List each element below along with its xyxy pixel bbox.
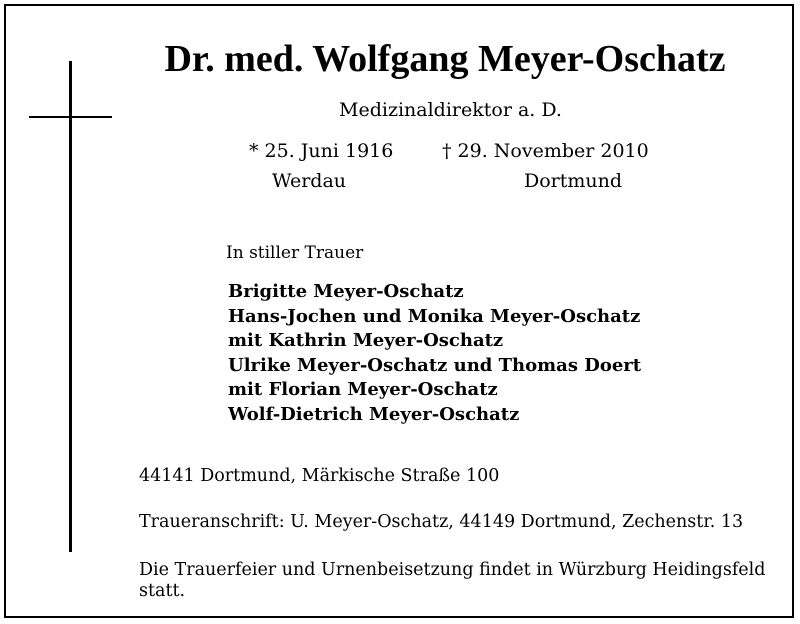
death-place: Dortmund — [524, 170, 623, 192]
cross-vertical-bar — [69, 61, 72, 552]
deceased-title: Medizinaldirektor a. D. — [339, 99, 562, 121]
ceremony-info-line1: Die Trauerfeier und Urnenbeisetzung findet in Würzburg Heidingsfeld — [139, 560, 766, 580]
deceased-name: Dr. med. Wolfgang Meyer-Oschatz — [164, 38, 726, 80]
mourner-name: Hans-Jochen und Monika Meyer-Oschatz — [228, 305, 641, 327]
ceremony-info-line2: statt. — [139, 581, 186, 601]
mourner-name: Wolf-Dietrich Meyer-Oschatz — [228, 403, 520, 425]
mourners-list — [228, 280, 641, 427]
mourning-intro: In stiller Trauer — [226, 243, 364, 263]
mourner-name: Ulrike Meyer-Oschatz und Thomas Doert — [228, 354, 642, 376]
mourner-name: mit Kathrin Meyer-Oschatz — [228, 330, 504, 351]
family-address: 44141 Dortmund, Märkische Straße 100 — [139, 466, 500, 486]
death-date: † 29. November 2010 — [442, 140, 649, 162]
mourner-name: mit Florian Meyer-Oschatz — [228, 379, 498, 400]
cross-horizontal-bar — [29, 116, 112, 118]
birth-place: Werdau — [272, 170, 347, 192]
birth-date: * 25. Juni 1916 — [249, 140, 394, 162]
mourning-address: Traueranschrift: U. Meyer-Oschatz, 44149 Dortmund, Zechenstr. 13 — [139, 512, 744, 532]
mourner-name: Brigitte Meyer-Oschatz — [228, 281, 464, 302]
